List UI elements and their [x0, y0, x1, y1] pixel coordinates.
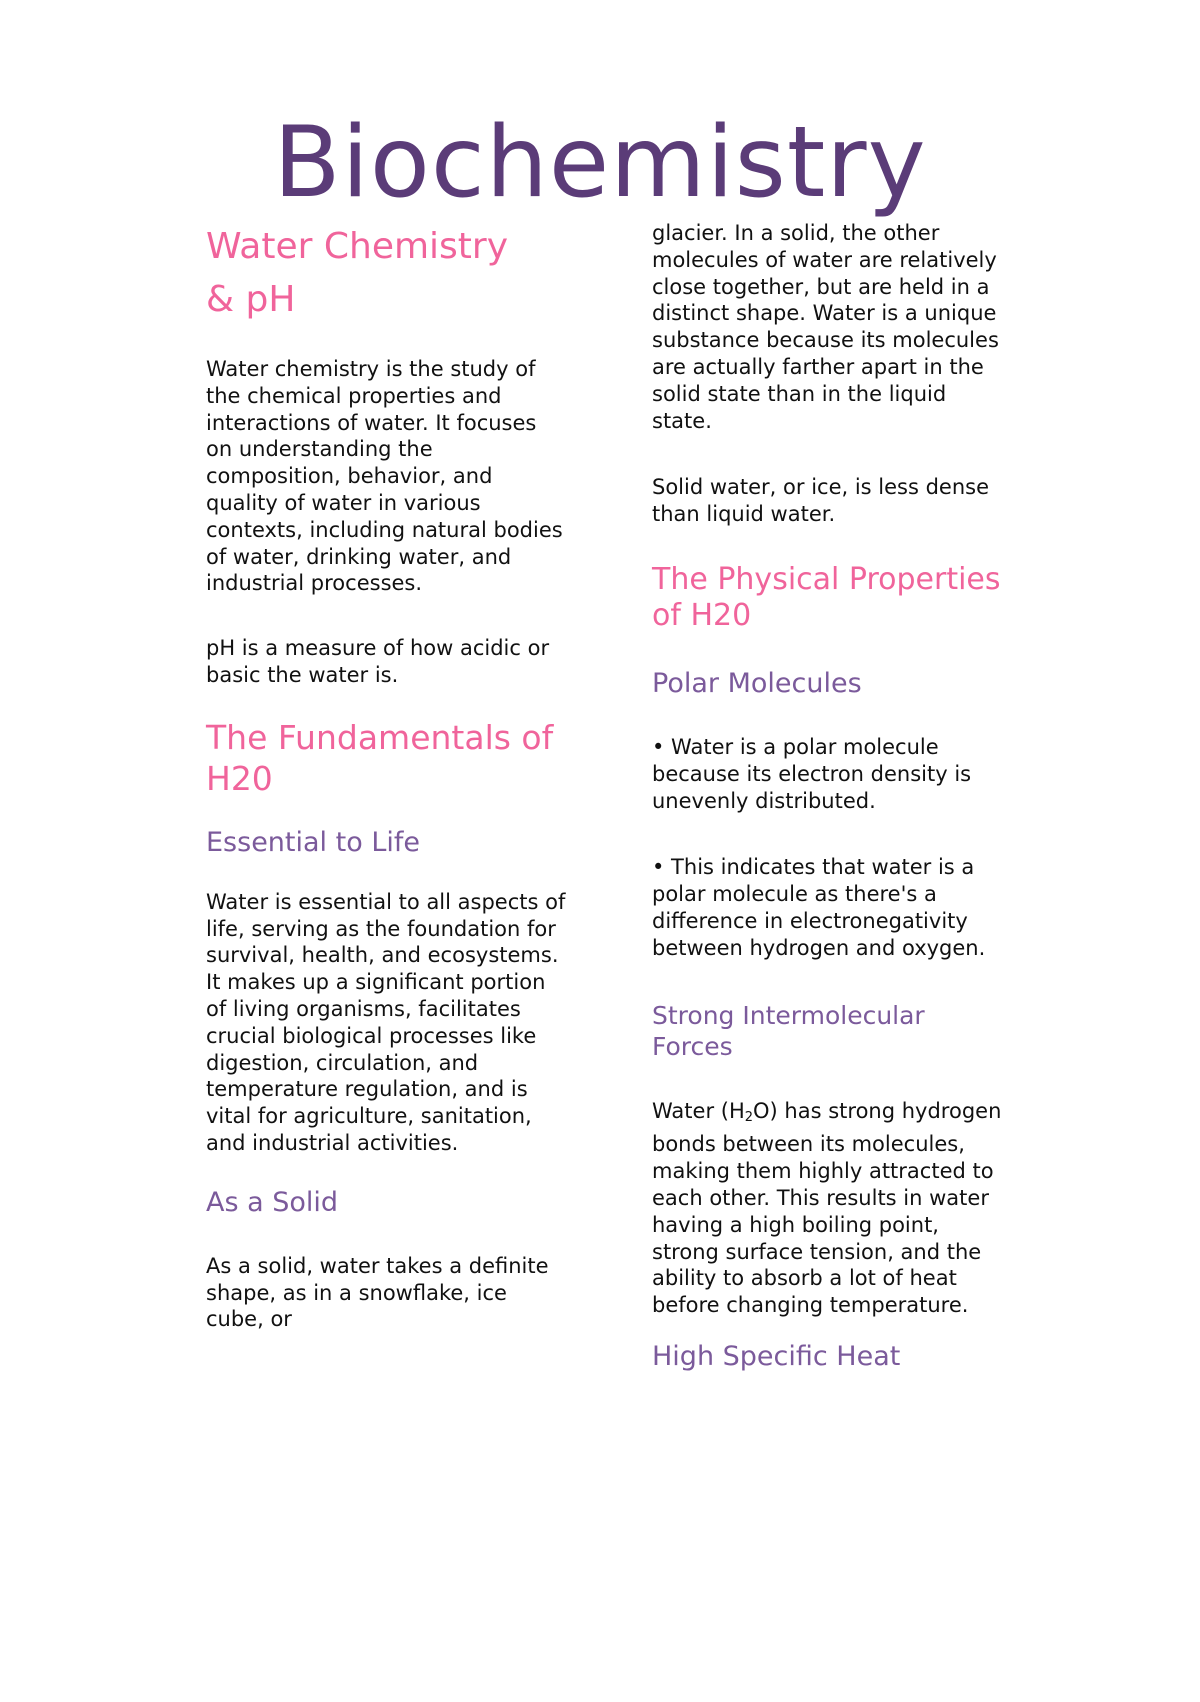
right-column: [652, 220, 1012, 1373]
bullet-polar-2: • This indicates that water is a polar molecule as there's a difference in electronegativity between hydrogen and oxygen.: [652, 855, 986, 960]
paragraph-ice-density: Solid water, or ice, is less dense than liquid water.: [652, 475, 990, 527]
paragraph-ph: pH is a measure of how acidic or basic the water is.: [206, 636, 550, 687]
left-column: [206, 220, 566, 1333]
paragraph-intermolecular-forces: [652, 1098, 1012, 1319]
heading-physical-properties: The Physical Properties of H20: [652, 561, 1001, 633]
heading-polar-molecules: Polar Molecules: [652, 667, 862, 699]
heading-high-specific-heat: High Specific Heat: [652, 1340, 901, 1372]
bullet-polar-1: • Water is a polar molecule because its electron density is unevenly distributed.: [652, 734, 972, 813]
forces-text-post: O) has strong hydrogen bonds between its molecules, making them highly attracted to each other. This results in water having a high boiling point, strong surface tension, and the ability to absorb a lot of heat before changing temperature.: [652, 1098, 1002, 1318]
heading-as-a-solid: As a Solid: [206, 1186, 339, 1218]
heading-fundamentals: The Fundamentals of H20: [206, 717, 554, 798]
heading-intermolecular-forces: Strong Intermolecular Forces: [652, 1000, 925, 1061]
heading-water-chemistry: Water Chemistry & pH: [206, 226, 509, 320]
paragraph-essential-to-life: Water is essential to all aspects of life, serving as the foundation for survival, health, and ecosystems. It makes up a significant portion of living organisms, facilitates crucial biological processes like digestion, circulation, and temperature regulation, and is vital for agriculture, sanitation, and industrial activities.: [206, 889, 566, 1155]
paragraph-solid-continued: glacier. In a solid, the other molecules of water are relatively close together, but are held in a distinct shape. Water is a unique substance because its molecules are actually farther apart in the solid state than in the liquid state.: [652, 221, 999, 433]
paragraph-water-chemistry: Water chemistry is the study of the chemical properties and interactions of water. It focuses on understanding the composition, behavior, and quality of water in various contexts, including natural bodies of water, drinking water, and industrial processes.: [206, 357, 563, 596]
forces-text-pre: Water (H: [652, 1098, 745, 1123]
heading-essential-to-life: Essential to Life: [206, 826, 420, 858]
forces-subscript: 2: [744, 1109, 754, 1125]
document-title: Biochemistry: [273, 106, 927, 220]
paragraph-as-a-solid: As a solid, water takes a definite shape, as in a snowflake, ice cube, or: [206, 1253, 549, 1332]
